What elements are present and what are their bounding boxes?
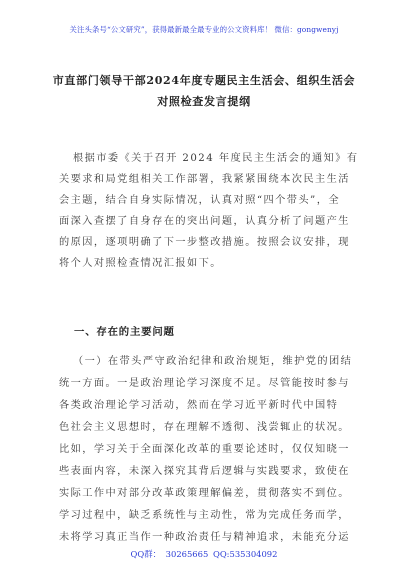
- header-notice: 关注头条号“公文研究”，获得最新最全最专业的公文资料库！ 微信：gongwenyj: [69, 25, 339, 34]
- document-title-line-2: 对照检查发言提纲: [157, 95, 251, 108]
- paragraph-line: 比如，学习关于全面深化改革的重要论述时，仅仅知晓一: [59, 444, 350, 455]
- paragraph-line: 各类政治理论学习活动，然而在学习近平新时代中国特: [59, 400, 339, 411]
- paragraph-line: 些表面内容，未深入探究其背后逻辑与实践要求，致使在: [59, 466, 350, 477]
- paragraph-line: 的原因，逐项明确了下一步整改措施。按照会议安排，现: [59, 237, 350, 248]
- paragraph-line: （一）在带头严守政治纪律和政治规矩，维护党的团结: [73, 356, 353, 367]
- paragraph-line: 将个人对照检查情况汇报如下。: [59, 258, 222, 269]
- footer-contact: QQ群： 30265665 QQ:535304092: [130, 549, 278, 559]
- paragraph-line: 面深入查摆了自身存在的突出问题，认真分析了问题产生: [59, 216, 350, 227]
- paragraph-line: 实际工作中对部分改革政策理解偏差，贯彻落实不到位。: [59, 488, 350, 499]
- paragraph-line: 学习过程中，缺乏系统性与主动性，常为完成任务而学，: [59, 510, 350, 521]
- paragraph-line: 会主题，结合自身实际情况，认真对照“四个带头”，全: [59, 195, 340, 206]
- paragraph-line: 未将学习真正当作一种政治责任与精神追求，未能充分运: [59, 532, 350, 543]
- document-title-line-1: 市直部门领导干部2024年度专题民主生活会、组织生活会: [52, 74, 356, 87]
- section-heading: 一、存在的主要问题: [74, 326, 175, 338]
- paragraph-line: 统一方面。一是政治理论学习深度不足。尽管能按时参与: [59, 378, 350, 389]
- paragraph-line: 关要求和局党组相关工作部署，我紧紧围绕本次民主生活: [59, 174, 350, 185]
- paragraph-line: 色社会主义思想时，存在理解不透彻、浅尝辄止的状况。: [59, 422, 350, 433]
- paragraph-line: 根据市委《关于召开 2024 年度民主生活会的通知》有: [73, 153, 359, 164]
